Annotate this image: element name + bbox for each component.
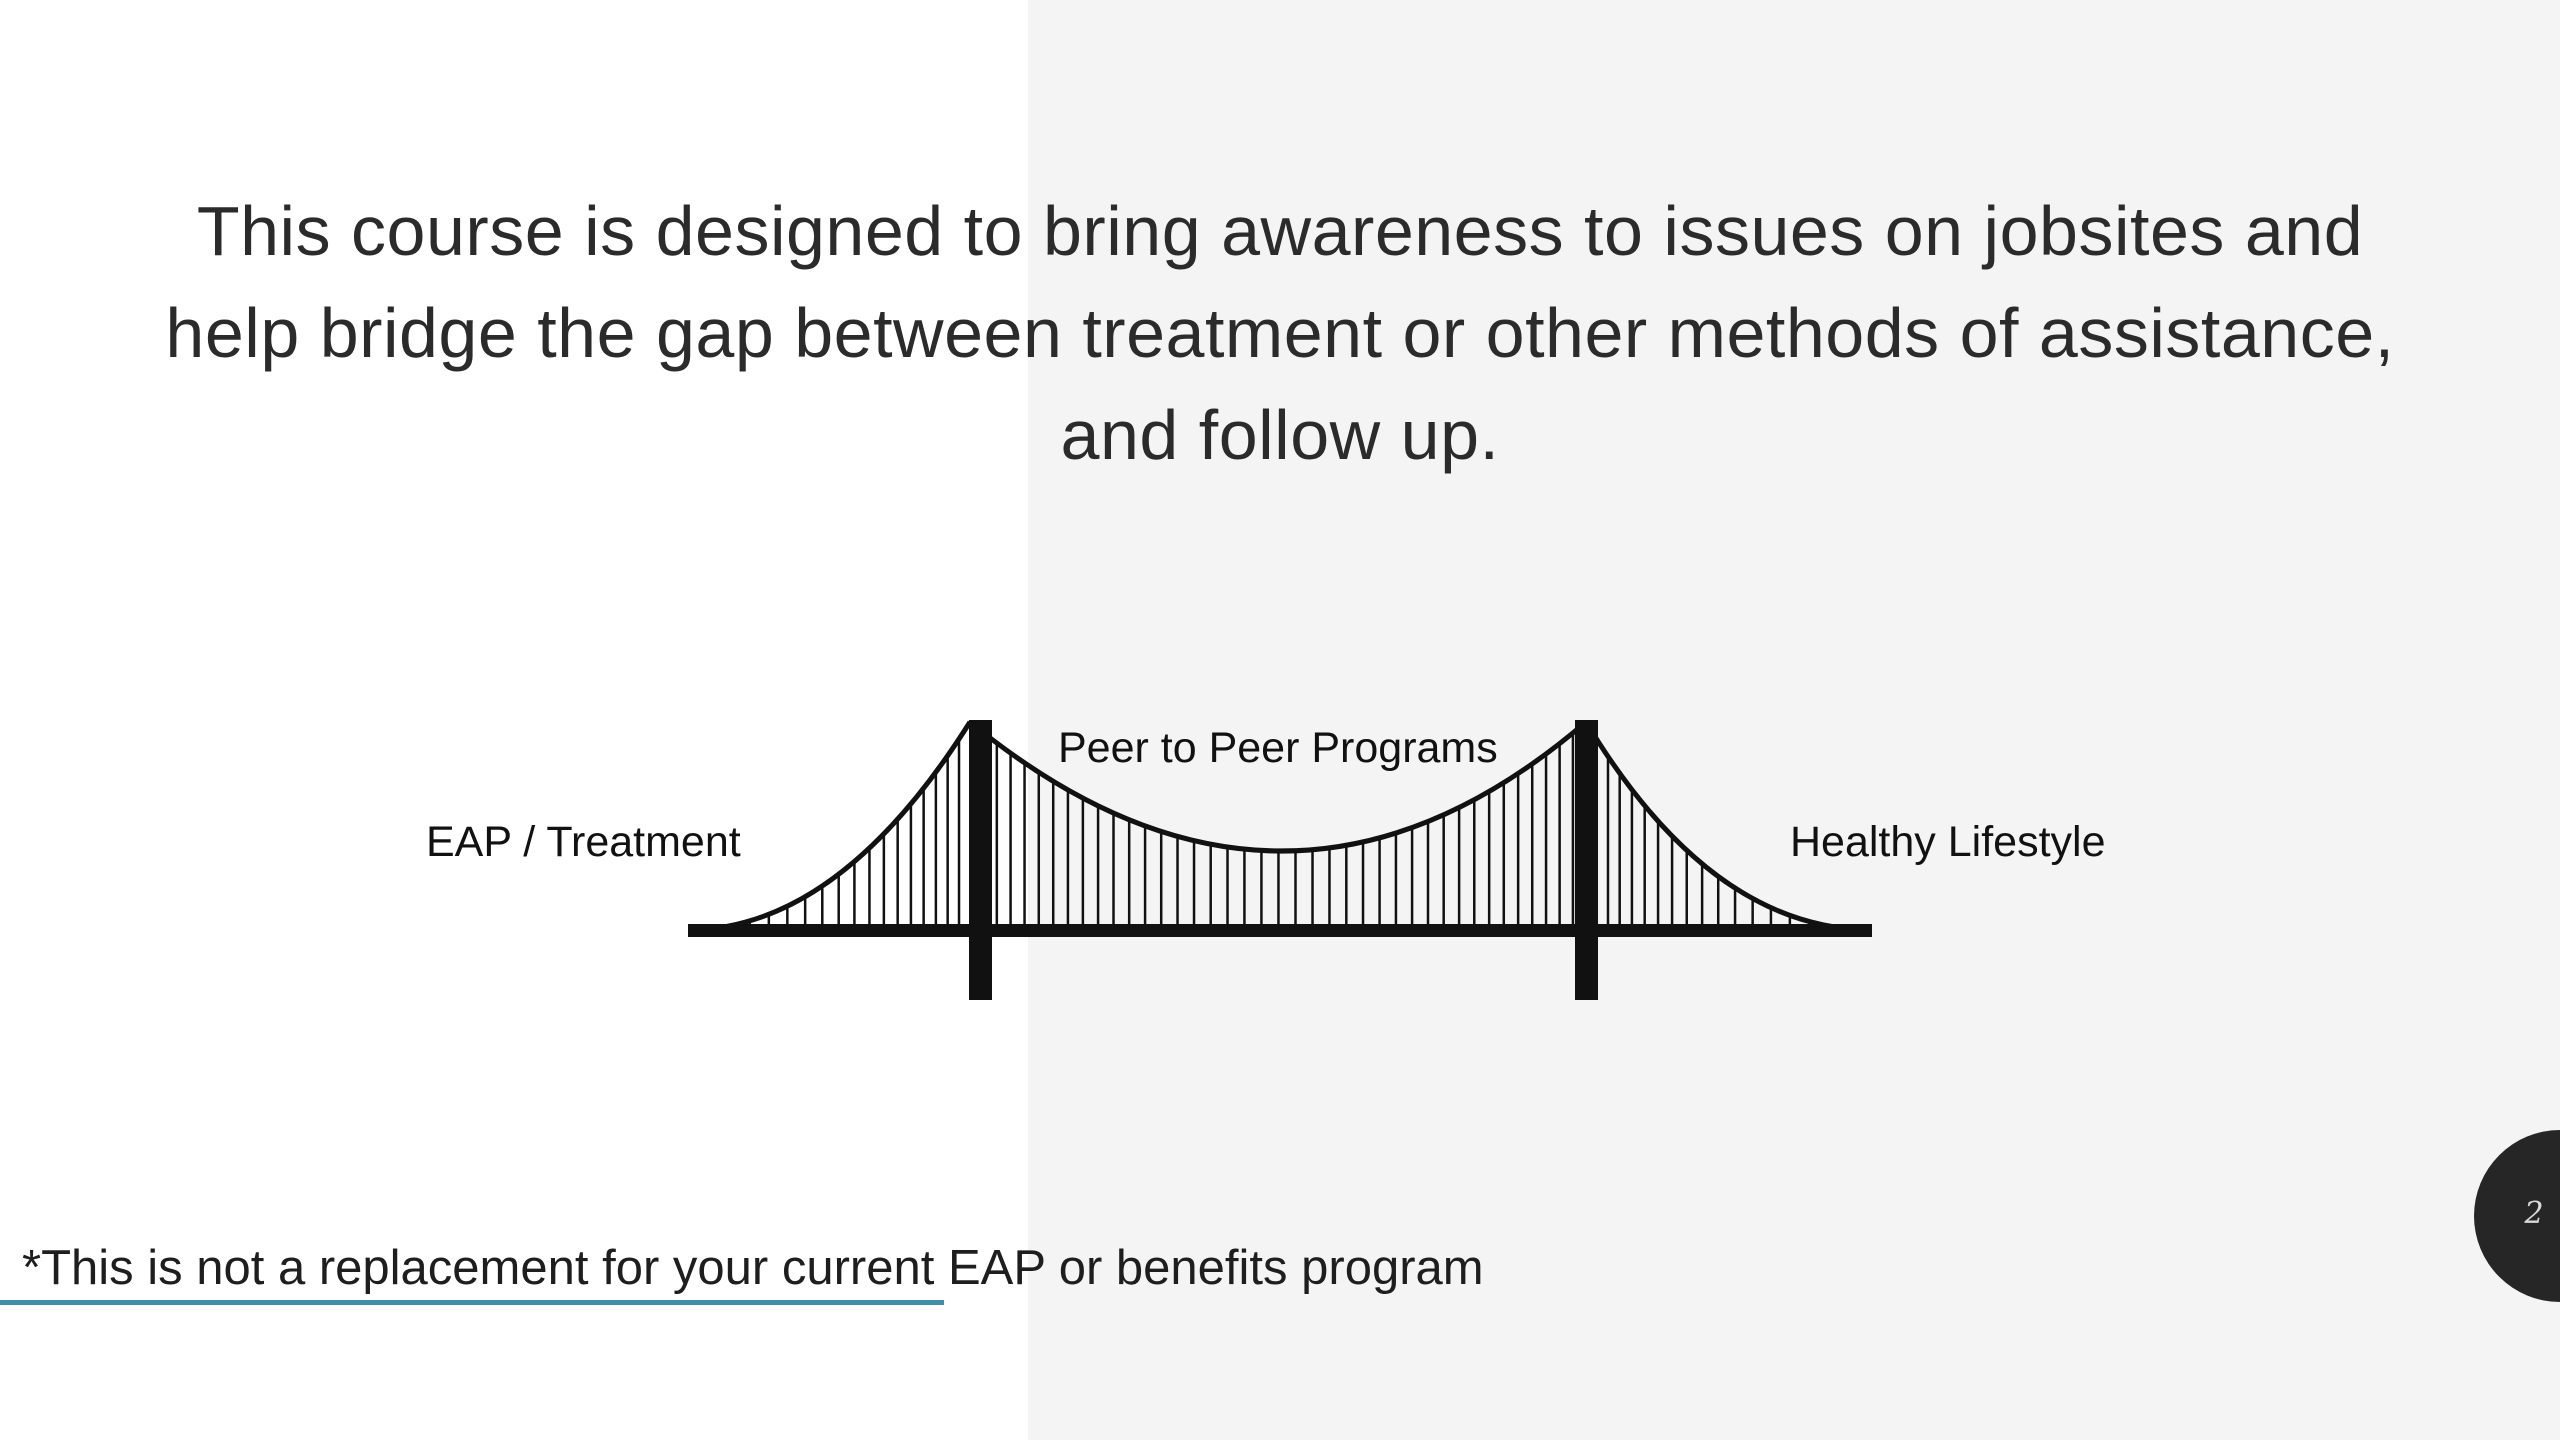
headline-line-2: help bridge the gap between treatment or other methods of assistance, [165, 294, 2395, 372]
page-number: 2 [2524, 1196, 2544, 1231]
accent-underline [0, 1300, 944, 1305]
bridge-label-eap-treatment: EAP / Treatment [426, 818, 741, 866]
footnote-disclaimer: *This is not a replacement for your current EAP or benefits program [22, 1241, 1484, 1295]
bridge-label-peer-programs: Peer to Peer Programs [1058, 724, 1498, 772]
headline-line-3: and follow up. [1060, 396, 1500, 474]
bridge-label-healthy-lifestyle: Healthy Lifestyle [1790, 818, 2106, 866]
headline-line-1: This course is designed to bring awareness to issues on jobsites and [196, 192, 2364, 270]
slide-headline [150, 180, 2410, 486]
